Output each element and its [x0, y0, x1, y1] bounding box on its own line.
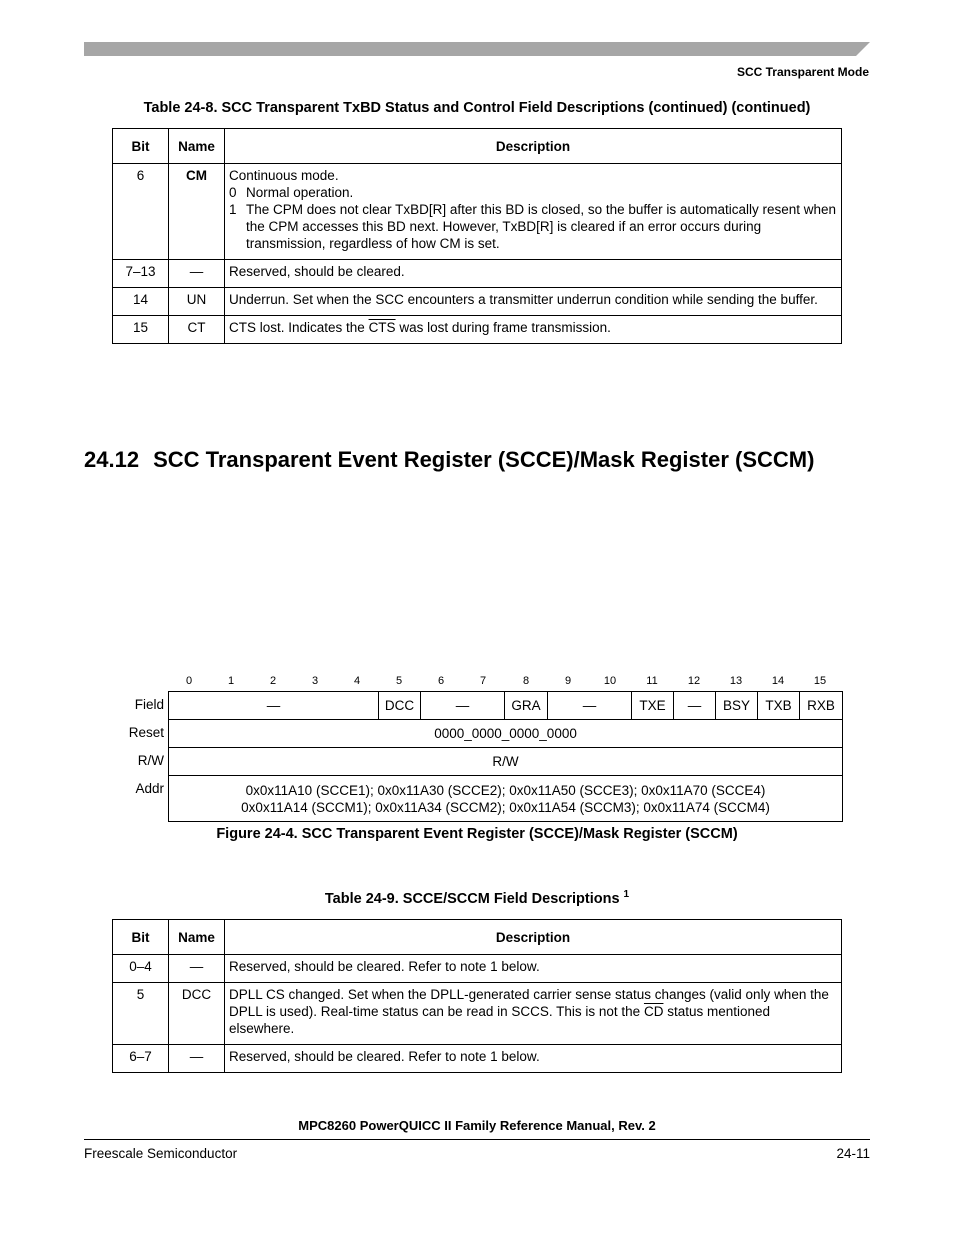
footer-company: Freescale Semiconductor	[84, 1146, 238, 1161]
table-row	[113, 164, 842, 260]
bit-number: 3	[311, 675, 319, 687]
cell-bit: 7–13	[113, 260, 169, 288]
footnote-marker: 1	[623, 889, 630, 900]
bit-number: 9	[564, 675, 572, 687]
table-row	[113, 1045, 842, 1073]
row-label-addr: Addr	[135, 781, 164, 796]
addr-line: 0x0x11A10 (SCCE1); 0x0x11A30 (SCCE2); 0x0x11A50 (SCCE3); 0x0x11A70 (SCCE4)	[245, 782, 766, 798]
rw-value: R/W	[169, 748, 843, 776]
desc-item	[229, 201, 837, 252]
item-text: Normal operation.	[246, 185, 354, 200]
cell-bit: 0–4	[113, 955, 169, 983]
table-header-row	[113, 129, 842, 164]
desc-text: CTS lost. Indicates the	[229, 320, 369, 335]
reset-value: 0000_0000_0000_0000	[169, 720, 843, 748]
footer-rule	[84, 1139, 870, 1140]
running-head: SCC Transparent Mode	[736, 65, 869, 79]
col-header-bit: Bit	[113, 920, 169, 955]
bit-number: 11	[646, 675, 658, 687]
desc-intro: Continuous mode.	[229, 168, 339, 183]
table-row	[113, 260, 842, 288]
cell-description: Reserved, should be cleared. Refer to note 1 below.	[225, 1045, 842, 1073]
field-row	[169, 692, 843, 720]
field-dcc: DCC	[379, 692, 421, 720]
header-bar	[84, 42, 870, 56]
desc-text: was lost during frame transmission.	[395, 320, 611, 335]
field-txe: TXE	[632, 692, 674, 720]
footer-page-number: 24-11	[836, 1146, 870, 1161]
col-header-description: Description	[225, 920, 842, 955]
table1-caption: Table 24-8. SCC Transparent TxBD Status and Control Field Descriptions (continued) (continued)	[143, 100, 811, 116]
cell-name: —	[169, 1045, 225, 1073]
bit-number: 1	[227, 675, 235, 687]
table2-caption: Table 24-9. SCCE/SCCM Field Descriptions	[324, 890, 620, 907]
figure-caption: Figure 24-4. SCC Transparent Event Register (SCCE)/Mask Register (SCCM)	[216, 826, 738, 842]
row-label-reset: Reset	[128, 725, 164, 740]
table1	[112, 128, 842, 344]
cell-name: —	[169, 955, 225, 983]
item-number: 1	[229, 202, 237, 217]
bit-number: 4	[353, 675, 361, 687]
bit-number: 8	[522, 675, 530, 687]
addr-line: 0x0x11A14 (SCCM1); 0x0x11A34 (SCCM2); 0x0x11A54 (SCCM3); 0x0x11A74 (SCCM4)	[241, 799, 770, 815]
row-label-rw: R/W	[137, 753, 164, 768]
desc-item	[229, 184, 837, 201]
addr-row	[169, 776, 843, 822]
item-number: 0	[229, 185, 237, 200]
signal-cd-overline: $\overline{CD}$	[643, 1004, 664, 1019]
table-row	[113, 955, 842, 983]
bit-number: 0	[185, 675, 193, 687]
bit-number: 15	[813, 675, 827, 687]
bit-number: 10	[603, 675, 617, 687]
cell-bit: 15	[113, 316, 169, 344]
section-number: 24.12	[84, 447, 140, 472]
cell-description: Reserved, should be cleared.	[225, 260, 842, 288]
bit-number: 5	[395, 675, 403, 687]
item-text: The CPM does not clear TxBD[R] after this BD is closed, so the buffer is automatically resent when the CPM accesses this BD next. However, TxBD[R] is cleared if an error occurs during transmission, regardless of how CM is set.	[246, 202, 837, 251]
cell-bit: 5	[113, 983, 169, 1045]
addr-value	[169, 776, 843, 822]
table-header-row	[113, 920, 842, 955]
bit-number: 13	[729, 675, 743, 687]
footer-manual-title: MPC8260 PowerQUICC II Family Reference Manual, Rev. 2	[298, 1118, 656, 1133]
field-reserved: —	[674, 692, 716, 720]
cell-name: DCC	[169, 983, 225, 1045]
section-title: SCC Transparent Event Register (SCCE)/Mask Register (SCCM)	[153, 447, 815, 472]
table2-caption-wrap	[0, 889, 954, 907]
rw-row	[169, 748, 843, 776]
desc-text: status mentioned elsewhere.	[229, 1004, 771, 1036]
cell-name: CT	[169, 316, 225, 344]
cell-name: —	[169, 260, 225, 288]
cell-bit: 6–7	[113, 1045, 169, 1073]
field-reserved: —	[169, 692, 379, 720]
cell-description	[225, 316, 842, 344]
row-label-field: Field	[134, 697, 164, 712]
cell-name: CM	[169, 164, 225, 260]
cell-bit: 14	[113, 288, 169, 316]
col-header-name: Name	[169, 920, 225, 955]
table2	[112, 919, 842, 1073]
cell-description: Reserved, should be cleared. Refer to note 1 below.	[225, 955, 842, 983]
table-row	[113, 316, 842, 344]
bit-number: 6	[437, 675, 445, 687]
field-txb: TXB	[758, 692, 800, 720]
bit-number: 14	[771, 675, 785, 687]
cell-bit: 6	[113, 164, 169, 260]
desc-text: DPLL CS changed. Set when the DPLL-generated carrier sense status changes (valid only when the DPLL is used). Real-time status can be read in SCCS. This is not the	[229, 987, 829, 1019]
cell-name: UN	[169, 288, 225, 316]
bit-number: 12	[687, 675, 701, 687]
bit-number: 2	[269, 675, 277, 687]
field-rxb: RXB	[800, 692, 843, 720]
col-header-description: Description	[225, 129, 842, 164]
cell-description	[225, 164, 842, 260]
bit-number: 7	[479, 675, 487, 687]
signal-cts-overline: $\overline{CTS}$	[368, 320, 396, 335]
field-reserved: —	[421, 692, 505, 720]
col-header-name: Name	[169, 129, 225, 164]
cell-description: Underrun. Set when the SCC encounters a transmitter underrun condition while sending the buffer.	[225, 288, 842, 316]
table-row	[113, 288, 842, 316]
reset-row	[169, 720, 843, 748]
cell-description	[225, 983, 842, 1045]
table-row	[113, 983, 842, 1045]
field-gra: GRA	[505, 692, 548, 720]
field-bsy: BSY	[716, 692, 758, 720]
register-diagram	[168, 691, 843, 822]
col-header-bit: Bit	[113, 129, 169, 164]
field-reserved: —	[548, 692, 632, 720]
section-heading	[84, 447, 814, 473]
